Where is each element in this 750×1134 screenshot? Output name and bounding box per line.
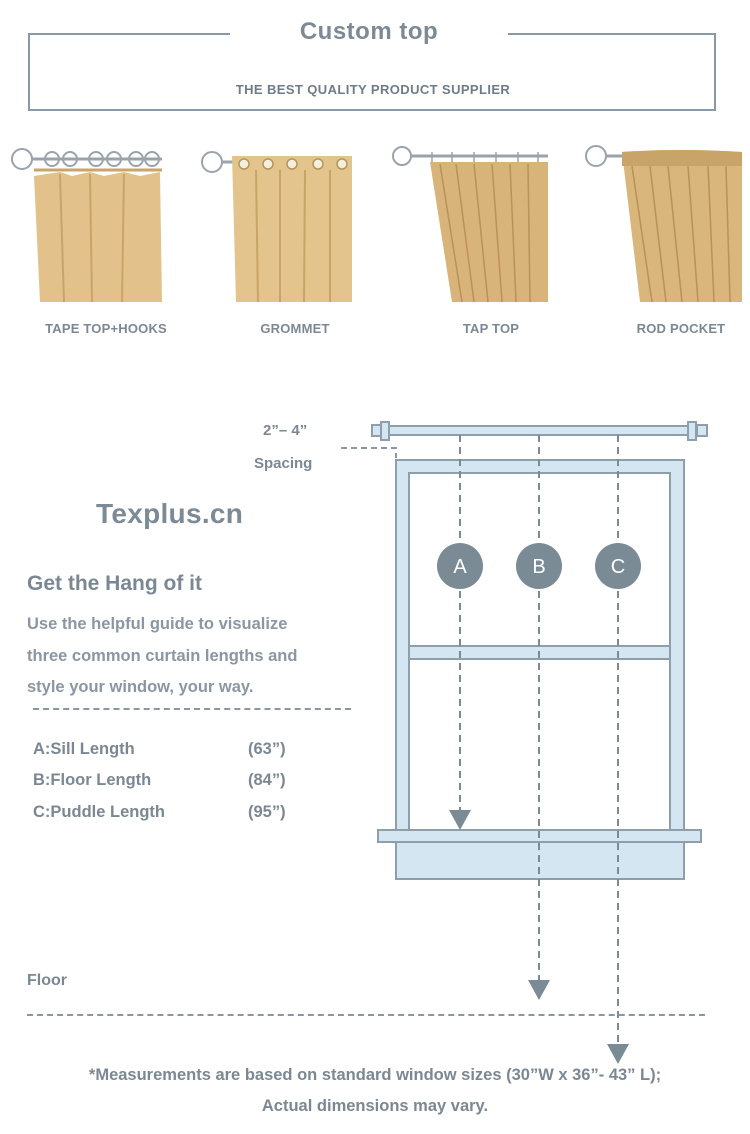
guide-line-2: three common curtain lengths and <box>27 646 298 665</box>
marker-b-label: B <box>532 556 546 578</box>
guide-line-1: Use the helpful guide to visualize <box>27 615 288 633</box>
grommet-curtain-icon <box>202 152 352 302</box>
marker-c <box>595 543 641 589</box>
marker-a <box>437 543 483 589</box>
guide-separator <box>33 708 351 710</box>
length-value: (84”) <box>248 771 286 789</box>
length-name: A:Sill Length <box>33 740 135 758</box>
tab-top-curtain-icon <box>393 147 548 302</box>
brand-name: Texplus.cn <box>96 498 244 529</box>
guide-text <box>27 609 387 704</box>
header-frame-top-left <box>28 33 230 35</box>
length-value: (63”) <box>248 740 286 758</box>
length-row-floor <box>33 771 333 795</box>
length-row-puddle <box>33 803 333 827</box>
style-label-rod-pocket: ROD POCKET <box>636 321 726 336</box>
marker-b <box>516 543 562 589</box>
style-label-grommet: GROMMET <box>260 321 330 336</box>
guide-line-3: style your window, your way. <box>27 678 254 696</box>
page-title: Custom top <box>299 18 439 45</box>
floor-label: Floor <box>27 972 67 989</box>
header-frame-top-right <box>508 33 716 35</box>
length-value: (95”) <box>248 803 286 821</box>
guide-heading: Get the Hang of it <box>27 572 202 595</box>
style-label-tape-top-hooks: TAPE TOP+HOOKS <box>45 321 167 336</box>
tape-top-hooks-curtain-icon <box>12 149 162 302</box>
marker-a-label: A <box>453 556 467 578</box>
spacing-range: 2”– 4” <box>263 422 308 439</box>
spacing-bracket <box>341 448 396 458</box>
style-label-tab-top: TAP TOP <box>462 321 520 336</box>
length-name: C:Puddle Length <box>33 803 165 821</box>
page-subtitle: THE BEST QUALITY PRODUCT SUPPLIER <box>235 82 511 97</box>
length-name: B:Floor Length <box>33 771 152 789</box>
marker-c-label: C <box>610 556 626 578</box>
length-row-sill <box>33 740 333 764</box>
rod-pocket-curtain-icon <box>586 146 742 302</box>
floor-line <box>27 1014 705 1016</box>
curtain-styles-illustrations <box>0 140 750 315</box>
footnote-line-2: Actual dimensions may vary. <box>261 1097 489 1115</box>
footnote-line-1: *Measurements are based on standard window sizes (30”W x 36”- 43” L); <box>88 1066 662 1084</box>
spacing-label: Spacing <box>254 455 313 472</box>
